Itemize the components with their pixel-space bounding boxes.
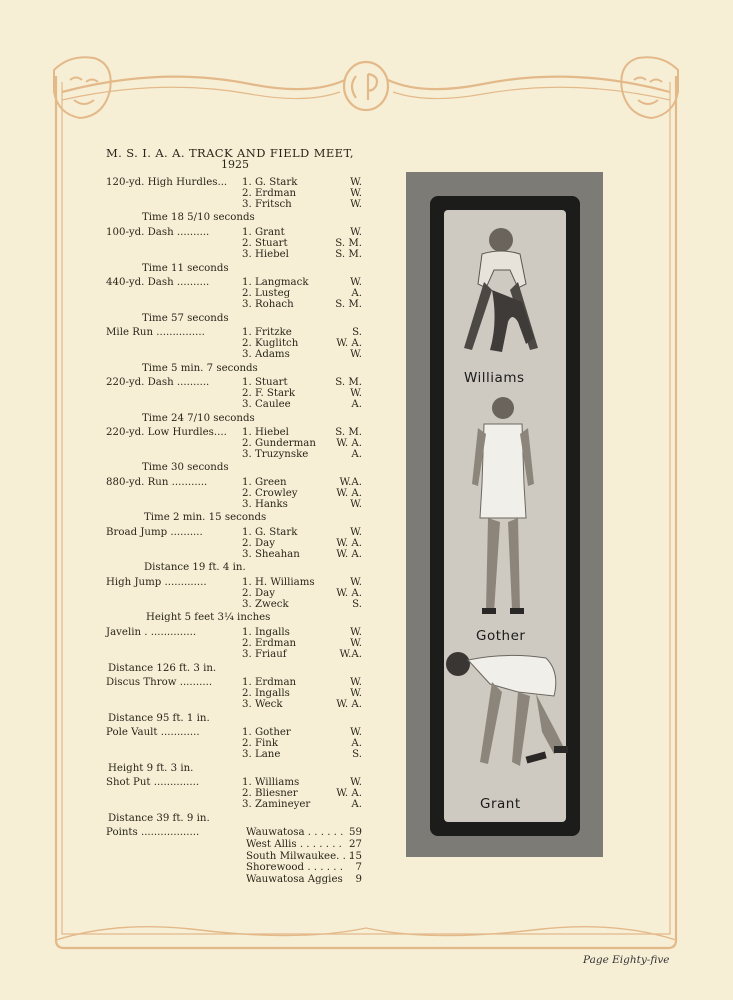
team-points: 15 [349,851,362,862]
school-code: A. [351,399,362,410]
school-code: W. A. [336,549,362,560]
event-note: Distance 19 ft. 4 in. [144,562,246,573]
result-line [106,699,376,711]
school-code: W. A. [336,438,362,449]
team-name: Shorewood . . . . . . [246,862,343,873]
place-name: 2. Kuglitch [242,338,299,349]
place-name: 3. Hanks [242,499,288,510]
place-name: 1. Fritzke [242,327,292,338]
school-code: S. [352,599,362,610]
place-name: 3. Truzynske [242,449,309,460]
event-note: Time 11 seconds [142,263,229,274]
school-code: W. [350,388,362,399]
team-points: 59 [349,827,362,838]
event-name: Shot Put .............. [106,777,200,788]
result-line [106,399,376,411]
place-name: 3. Sheahan [242,549,300,560]
result-line [106,449,376,461]
team-points: 27 [349,839,362,850]
place-name: 1. Green [242,477,287,488]
school-code: W. A. [336,338,362,349]
school-code: W. [350,349,362,360]
place-name: 2. Day [242,588,275,599]
school-code: A. [351,799,362,810]
place-name: 2. Gunderman [242,438,316,449]
place-name: 3. Weck [242,699,283,710]
result-line [106,799,376,811]
event-name: Discus Throw .......... [106,677,213,688]
event-name: Mile Run ............... [106,327,205,338]
place-name: 2. Ingalls [242,688,290,699]
points-line [106,839,376,851]
school-code: W. [350,727,362,738]
place-name: 3. Rohach [242,299,294,310]
points-line [106,827,376,839]
school-code: A. [351,449,362,460]
school-code: W. [350,577,362,588]
place-name: 1. Hiebel [242,427,289,438]
place-name: 2. Lusteg [242,288,291,299]
event-name: 120-yd. High Hurdles... [106,177,228,188]
event-name: 220-yd. Low Hurdles.... [106,427,227,438]
place-name: 2. Crowley [242,488,298,499]
school-code: W. A. [336,538,362,549]
school-code: S. M. [335,238,362,249]
event-note: Time 30 seconds [142,462,229,473]
school-code: W. [350,777,362,788]
points-line [106,862,376,874]
photo-caption: Grant [480,796,521,812]
place-name: 2. Stuart [242,238,288,249]
place-name: 1. H. Williams [242,577,315,588]
place-name: 3. Friauf [242,649,287,660]
place-name: 1. G. Stark [242,177,298,188]
school-code: S. [352,327,362,338]
school-code: S. M. [335,427,362,438]
result-line [106,199,376,211]
photo-caption: Williams [464,370,525,386]
event-name: Javelin . .............. [106,627,197,638]
school-code: S. M. [335,299,362,310]
place-name: 1. Gother [242,727,291,738]
event-note: Height 9 ft. 3 in. [108,763,194,774]
event-name: Pole Vault ............ [106,727,200,738]
event-name: 100-yd. Dash .......... [106,227,210,238]
school-code: W. A. [336,788,362,799]
athlete-photo-panel [406,172,603,857]
school-code: W. [350,188,362,199]
team-name: Wauwatosa . . . . . . [246,827,344,838]
page-year: 1925 [221,158,249,171]
place-name: 1. G. Stark [242,527,298,538]
photo-caption: Gother [476,628,526,644]
place-name: 1. Ingalls [242,627,290,638]
page-number: Page Eighty-five [583,954,670,966]
school-code: A. [351,738,362,749]
school-code: W. [350,627,362,638]
school-code: S. M. [335,249,362,260]
event-note: Time 5 min. 7 seconds [142,363,258,374]
team-name: Wauwatosa Aggies [246,874,343,885]
school-code: W. [350,277,362,288]
result-line [106,349,376,361]
team-points: 9 [355,874,362,885]
result-line [106,649,376,661]
result-line [106,249,376,261]
result-line [106,549,376,561]
team-name: South Milwaukee. . . [246,851,353,862]
event-name: 220-yd. Dash .......... [106,377,210,388]
place-name: 1. Erdman [242,677,297,688]
place-name: 3. Hiebel [242,249,289,260]
place-name: 2. Bliesner [242,788,298,799]
place-name: 1. Williams [242,777,300,788]
school-code: W.A. [339,477,362,488]
place-name: 3. Fritsch [242,199,292,210]
place-name: 3. Zamineyer [242,799,311,810]
school-code: S. M. [335,377,362,388]
school-code: W. [350,177,362,188]
athlete-photo-illustration [406,172,603,857]
school-code: W. A. [336,588,362,599]
result-line [106,599,376,611]
school-code: W.A. [339,649,362,660]
place-name: 2. Day [242,538,275,549]
place-name: 2. Erdman [242,188,297,199]
event-note: Time 18 5/10 seconds [142,212,255,223]
school-code: W. [350,499,362,510]
team-name: West Allis . . . . . . . [246,839,342,850]
team-points: 7 [355,862,362,873]
event-note: Distance 39 ft. 9 in. [108,813,210,824]
place-name: 2. Erdman [242,638,297,649]
school-code: W. [350,527,362,538]
school-code: W. [350,638,362,649]
school-code: W. [350,677,362,688]
school-code: W. A. [336,488,362,499]
event-note: Time 24 7/10 seconds [142,413,255,424]
place-name: 1. Langmack [242,277,309,288]
points-line [106,874,376,886]
place-name: 1. Grant [242,227,285,238]
event-note: Distance 126 ft. 3 in. [108,663,217,674]
monogram-ornament [344,62,388,110]
school-code: W. [350,199,362,210]
event-note: Height 5 feet 3¼ inches [146,612,271,623]
place-name: 3. Zweck [242,599,289,610]
school-code: S. [352,749,362,760]
result-line [106,299,376,311]
event-name: Broad Jump .......... [106,527,203,538]
event-name: 440-yd. Dash .......... [106,277,210,288]
place-name: 3. Lane [242,749,281,760]
place-name: 2. F. Stark [242,388,296,399]
event-note: Time 2 min. 15 seconds [144,512,267,523]
place-name: 3. Adams [242,349,290,360]
school-code: A. [351,288,362,299]
school-code: W. A. [336,699,362,710]
event-note: Time 57 seconds [142,313,229,324]
school-code: W. [350,227,362,238]
place-name: 1. Stuart [242,377,288,388]
event-note: Distance 95 ft. 1 in. [108,713,210,724]
page-title: M. S. I. A. A. TRACK AND FIELD MEET, [106,146,354,160]
event-name: 880-yd. Run ........... [106,477,208,488]
school-code: W. [350,688,362,699]
result-line [106,749,376,761]
place-name: 2. Fink [242,738,279,749]
result-line [106,499,376,511]
event-name: High Jump ............. [106,577,207,588]
points-label: Points .................. [106,827,200,838]
place-name: 3. Caulee [242,399,291,410]
